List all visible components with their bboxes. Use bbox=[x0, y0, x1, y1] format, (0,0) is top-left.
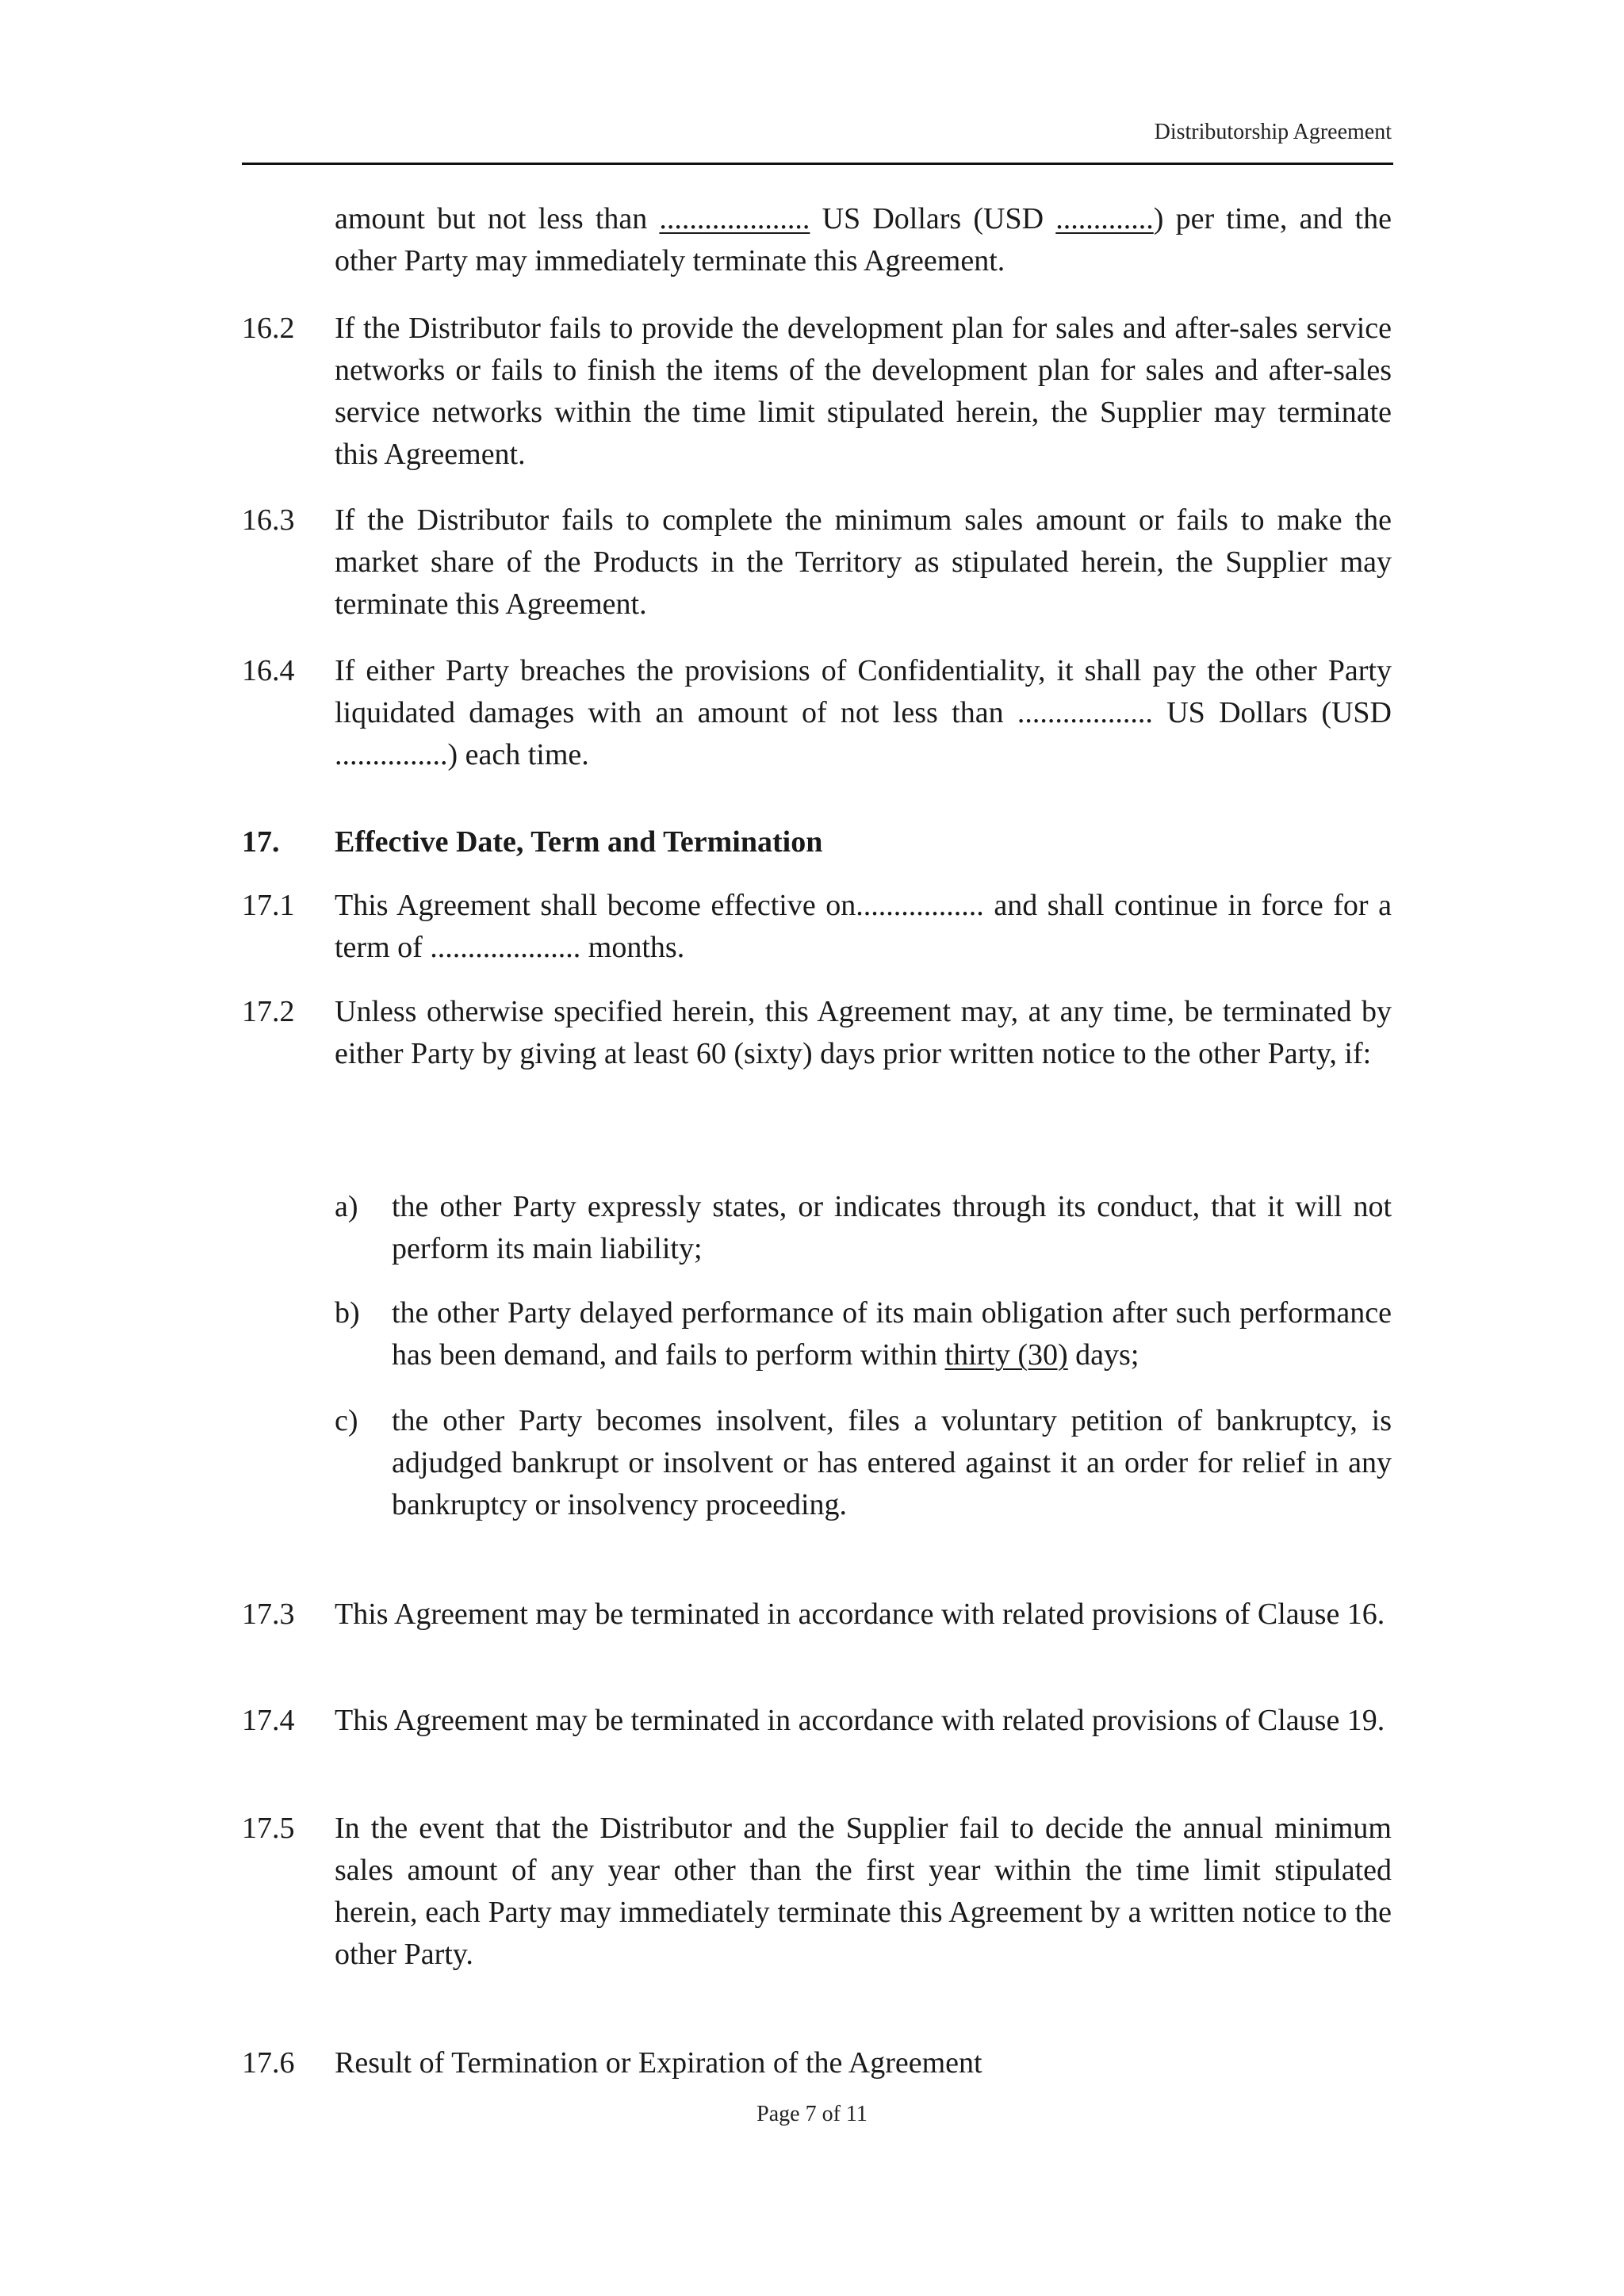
item-text: the other Party expressly states, or indicates through its conduct, that it will not perform its main liability; bbox=[392, 1190, 1392, 1265]
clause-number: 16.3 bbox=[242, 503, 295, 537]
item-text bbox=[392, 1292, 1392, 1376]
item-label: c) bbox=[335, 1404, 358, 1437]
clause-text: If the Distributor fails to complete the minimum sales amount or fails to make the market share of the Products in the Territory as stipulated herein, the Supplier may terminate this Agreement. bbox=[335, 503, 1392, 621]
underlined-term: thirty (30) bbox=[944, 1338, 1068, 1372]
usd-blank: ............. bbox=[1055, 202, 1154, 235]
item-label: b) bbox=[335, 1296, 360, 1330]
clause-number: 16.4 bbox=[242, 654, 295, 687]
clause-text: If the Distributor fails to provide the development plan for sales and after-sales service networks or fails to finish the items of the development plan for sales and after-sales service networks within the time limit stipulated herein, the Supplier may terminate this Agreement. bbox=[335, 312, 1392, 471]
clause-number: 17.6 bbox=[242, 2046, 295, 2080]
clause-text: Unless otherwise specified herein, this Agreement may, at any time, be terminated by either Party by giving at least 60 (sixty) days prior written notice to the other Party, if: bbox=[335, 995, 1392, 1070]
clause-number: 16.2 bbox=[242, 312, 295, 345]
section-number: 17. bbox=[242, 825, 280, 859]
continuation-text-1: amount but not less than bbox=[335, 202, 660, 235]
clause-number: 17.2 bbox=[242, 995, 295, 1028]
clause-text: This Agreement shall become effective on................. and shall continue in force for a term of .................... months. bbox=[335, 889, 1392, 964]
clause-number: 17.1 bbox=[242, 889, 295, 922]
clause-text: In the event that the Distributor and the Supplier fail to decide the annual minimum sales amount of any year other than the first year within the time limit stipulated herein, each Party may immediately terminate this Agreement by a written notice to the other Party. bbox=[335, 1812, 1392, 1971]
header-divider bbox=[242, 163, 1393, 165]
continuation-text-2: US Dollars (USD bbox=[810, 202, 1056, 235]
section-title: Effective Date, Term and Termination bbox=[335, 825, 823, 859]
continuation-text-3: ) per time, and the other Party may immediately terminate this Agreement. bbox=[335, 202, 1392, 277]
running-header: Distributorship Agreement bbox=[1154, 120, 1392, 144]
amount-blank: .................... bbox=[659, 202, 810, 235]
item-text-after: days; bbox=[1067, 1338, 1139, 1372]
clause-text: If either Party breaches the provisions of Confidentiality, it shall pay the other Party liquidated damages with an amount of not less than .................. US Dollars (USD ...............) each time. bbox=[335, 654, 1392, 771]
clause-text: Result of Termination or Expiration of the Agreement bbox=[335, 2046, 982, 2080]
clause-number: 17.3 bbox=[242, 1598, 295, 1631]
clause-text: This Agreement may be terminated in accordance with related provisions of Clause 16. bbox=[335, 1598, 1385, 1631]
clause-number: 17.5 bbox=[242, 1812, 295, 1845]
clause-number: 17.4 bbox=[242, 1704, 295, 1737]
page-number: Page 7 of 11 bbox=[756, 2102, 868, 2126]
item-label: a) bbox=[335, 1190, 358, 1223]
item-text-before: the other Party delayed performance of its main obligation after such performance has been demand, and fails to perform within bbox=[392, 1296, 1392, 1372]
item-text: the other Party becomes insolvent, files a voluntary petition of bankruptcy, is adjudged bankrupt or insolvent or has entered against it an order for relief in any bankruptcy or insolvency proceeding. bbox=[392, 1404, 1392, 1521]
clause-16-1-continuation bbox=[335, 198, 1392, 282]
clause-text: This Agreement may be terminated in accordance with related provisions of Clause 19. bbox=[335, 1704, 1385, 1737]
